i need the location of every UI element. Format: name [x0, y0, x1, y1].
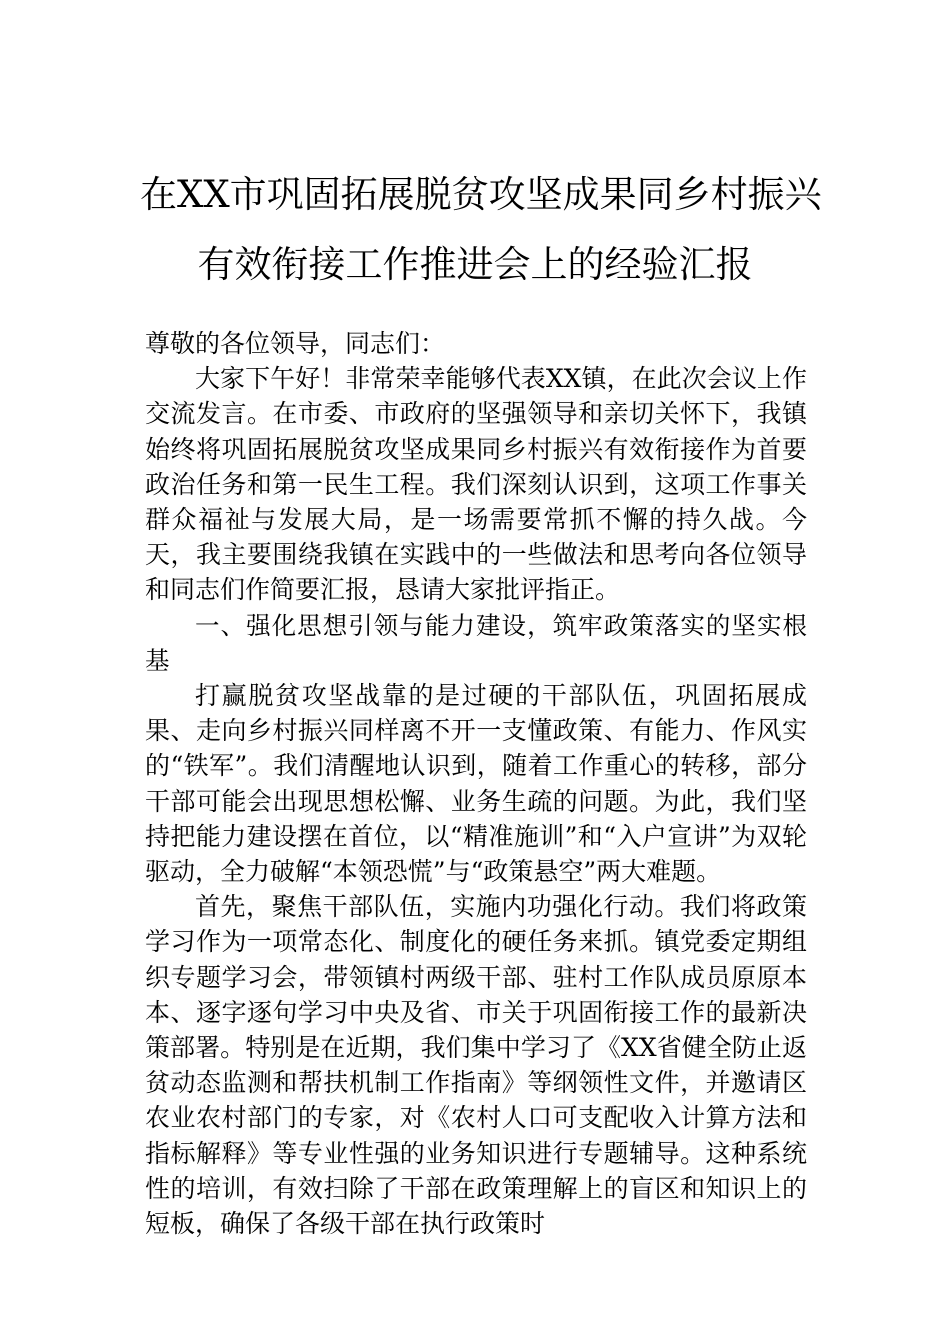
- salutation: 尊敬的各位领导，同志们：: [145, 329, 446, 358]
- title-line-1: 在XX市巩固拓展脱贫攻坚成果同乡村振兴: [140, 173, 822, 216]
- paragraph-opening: 大家下午好！非常荣幸能够代表XX镇，在此次会议上作交流发言。在市委、市政府的坚强领导和亲切关怀下，我镇始终将巩固拓展脱贫攻坚成果同乡村振兴有效衔接作为首要政治任务和第一民生工程。我们深刻认识到，这项工作事关群众福祉与发展大局，是一场需要常抓不懈的持久战。今天，我主要围绕我镇在实践中的一些做法和思考向各位领导和同志们作简要汇报，恳请大家批评指正。: [145, 364, 807, 605]
- paragraph-section-1-first: 首先，聚焦干部队伍，实施内功强化行动。我们将政策学习作为一项常态化、制度化的硬任务来抓。镇党委定期组织专题学习会，带领镇村两级干部、驻村工作队成员原原本本、逐字逐句学习中央及省、市关于巩固衔接工作的最新决策部署。特别是在近期，我们集中学习了《XX省健全防止返贫动态监测和帮扶机制工作指南》等纲领性文件，并邀请区农业农村部门的专家，对《农村人口可支配收入计算方法和指标解释》等专业性强的业务知识进行专题辅导。这种系统性的培训，有效扫除了干部在政策理解上的盲区和知识上的短板，确保了各级干部在执行政策时: [145, 892, 807, 1239]
- document-title: [140, 160, 822, 300]
- section-heading-1: 一、强化思想引领与能力建设，筑牢政策落实的坚实根基: [145, 610, 807, 675]
- paragraph-section-1-intro: 打赢脱贫攻坚战靠的是过硬的干部队伍，巩固拓展成果、走向乡村振兴同样离不开一支懂政策、有能力、作风实的“铁军”。我们清醒地认识到，随着工作重心的转移，部分干部可能会出现思想松懈、业务生疏的问题。为此，我们坚持把能力建设摆在首位，以“精准施训”和“入户宣讲”为双轮驱动，全力破解“本领恐慌”与“政策悬空”两大难题。: [145, 681, 807, 887]
- title-line-2: 有效衔接工作推进会上的经验汇报: [197, 243, 753, 286]
- document-body: [145, 326, 807, 1241]
